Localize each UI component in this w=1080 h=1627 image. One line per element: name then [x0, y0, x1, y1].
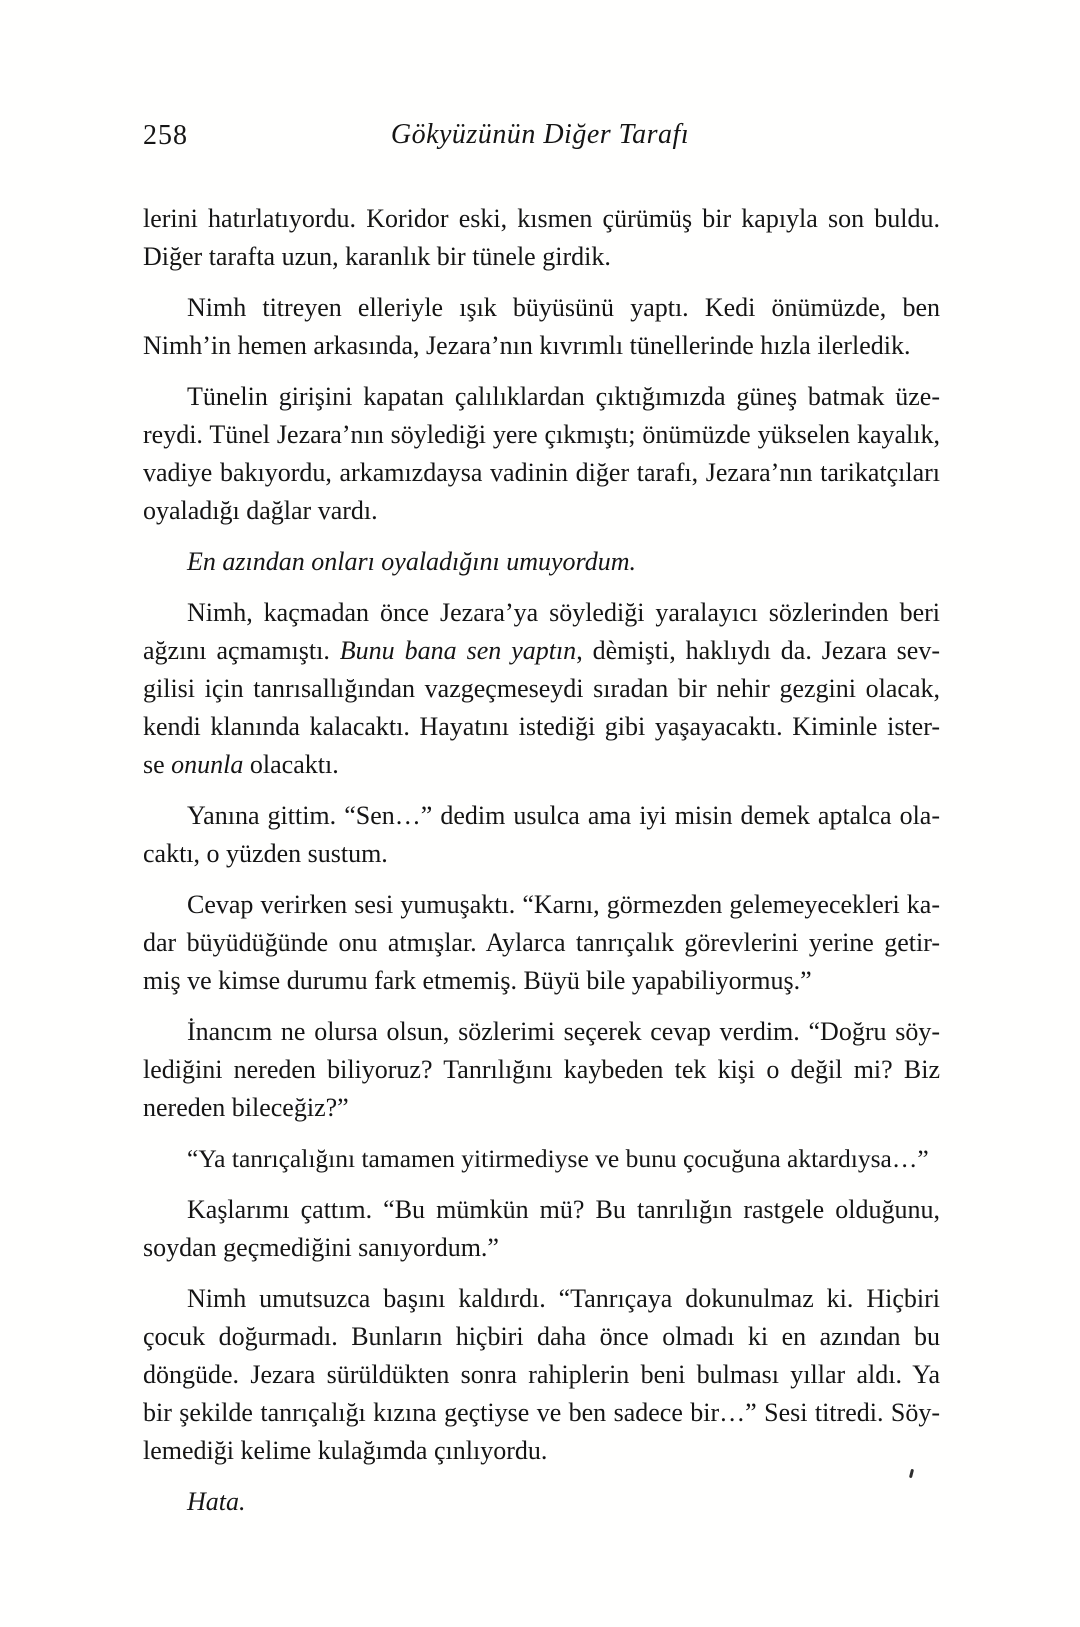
- text-run: lemediği kelime kulağımda çınlıyordu.: [143, 1436, 548, 1465]
- text-line: [143, 1280, 940, 1318]
- text-line: [143, 200, 940, 238]
- text-line: [143, 543, 940, 581]
- text-run: Bunu bana sen yaptın: [339, 636, 577, 665]
- text-line: [143, 492, 940, 530]
- paragraph: [143, 1191, 940, 1267]
- text-run: Nimh, kaçmadan önce Jezara’ya söylediği yaralayıcı sözlerinden beri: [187, 598, 940, 627]
- text-line: [143, 886, 940, 924]
- text-line: [143, 1356, 940, 1394]
- text-line: [143, 594, 940, 632]
- paragraph: [143, 378, 940, 530]
- paragraph: [143, 594, 940, 784]
- text-run: nereden bileceğiz?”: [143, 1093, 349, 1122]
- text-run: Diğer tarafta uzun, karanlık bir tünele girdik.: [143, 242, 611, 271]
- text-line: [143, 708, 940, 746]
- text-run: Tünelin girişini kapatan çalılıklardan çıktığımızda güneş batmak üze-: [187, 382, 940, 411]
- text-run: çocuk doğurmadı. Bunların hiçbiri daha önce olmadı ki en azından bu: [143, 1322, 940, 1351]
- text-run: lerini hatırlatıyordu. Koridor eski, kısmen çürümüş bir kapıyla son buldu.: [143, 204, 940, 233]
- text-line: [143, 1051, 940, 1089]
- text-run: kendi klanında kalacaktı. Hayatını istediği gibi yaşayacaktı. Kiminle ister-: [143, 712, 940, 741]
- text-run: bir şekilde tanrıçalığı kızına geçtiyse ve ben sadece bir…” Sesi titredi. Söy-: [143, 1398, 940, 1427]
- text-line: [143, 632, 940, 670]
- text-line: [143, 289, 940, 327]
- text-line: [143, 327, 940, 365]
- text-line: [143, 670, 940, 708]
- text-line: [143, 1013, 940, 1051]
- text-run: onunla: [171, 750, 244, 779]
- running-title: Gökyüzünün Diğer Tarafı: [390, 119, 690, 150]
- text-run: gilisi için tanrısallığından vazgeçmeseydi sıradan bir nehir gezgini olacak,: [143, 674, 940, 703]
- paragraph: [143, 1013, 940, 1127]
- text-run: ağzını açmamıştı.: [143, 636, 340, 665]
- text-line: [143, 454, 940, 492]
- text-line: [143, 1318, 940, 1356]
- paragraph: [143, 1483, 940, 1521]
- text-run: olacaktı.: [243, 750, 339, 779]
- text-run: Yanına gittim. “Sen…” dedim usulca ama iyi misin demek aptalca ola-: [187, 801, 940, 830]
- text-run: vadiye bakıyordu, arkamızdaysa vadinin diğer tarafı, Jezara’nın tarikatçıları: [143, 458, 940, 487]
- text-run: miş ve kimse durumu fark etmemiş. Büyü bile yapabiliyormuş.”: [143, 966, 812, 995]
- paragraph: [143, 200, 940, 276]
- text-run: Cevap verirken sesi yumuşaktı. “Karnı, görmezden gelemeyecekleri ka-: [187, 890, 940, 919]
- text-run: Nimh titreyen elleriyle ışık büyüsünü yaptı. Kedi önümüzde, ben: [187, 293, 940, 322]
- text-run: reydi. Tünel Jezara’nın söylediği yere çıkmıştı; önümüzde yükselen kayalık,: [143, 420, 940, 449]
- text-line: [143, 1191, 940, 1229]
- text-run: döngüde. Jezara sürüldükten sonra rahiplerin beni bulması yıllar aldı. Ya: [143, 1360, 940, 1389]
- text-run: se: [143, 750, 172, 779]
- text-run: caktı, o yüzden sustum.: [143, 839, 388, 868]
- text-run: İnancım ne olursa olsun, sözlerimi seçerek cevap verdim. “Doğru söy-: [187, 1017, 940, 1046]
- text-line: [143, 1229, 940, 1267]
- text-line: [143, 1432, 940, 1470]
- paragraph: [143, 543, 940, 581]
- text-line: [143, 746, 940, 784]
- text-run: soydan geçmediğini sanıyordum.”: [143, 1233, 499, 1262]
- text-line: [143, 378, 940, 416]
- text-line: [143, 416, 940, 454]
- text-line: [143, 1483, 940, 1521]
- paragraph: [143, 1280, 940, 1470]
- text-run: Kaşlarımı çattım. “Bu mümkün mü? Bu tanrılığın rastgele olduğunu,: [187, 1195, 940, 1224]
- text-run: lediğini nereden biliyoruz? Tanrılığını kaybeden tek kişi o değil mi? Biz: [143, 1055, 940, 1084]
- text-line: [143, 1089, 940, 1127]
- text-run: “Ya tanrıçalığını tamamen yitirmediyse ve bunu çocuğuna aktardıysa…”: [187, 1144, 929, 1173]
- text-run: Hata.: [187, 1487, 246, 1516]
- text-run: Nimh’in hemen arkasında, Jezara’nın kıvrımlı tünellerinde hızla ilerledik.: [143, 331, 911, 360]
- text-run: , dèmişti, haklıydı da. Jezara sev-: [576, 636, 940, 665]
- paragraph: [143, 289, 940, 365]
- text-run: En azından onları oyaladığını umuyordum.: [187, 547, 636, 576]
- text-line: [143, 797, 940, 835]
- paragraph: [143, 1140, 940, 1178]
- paragraph: [143, 886, 940, 1000]
- text-line: [143, 835, 940, 873]
- text-run: Nimh umutsuzca başını kaldırdı. “Tanrıçaya dokunulmaz ki. Hiçbiri: [187, 1284, 940, 1313]
- paragraph: [143, 797, 940, 873]
- text-line: [143, 1394, 940, 1432]
- text-line: [143, 238, 940, 276]
- text-line: [143, 1140, 940, 1178]
- text-line: [143, 924, 940, 962]
- text-line: [143, 962, 940, 1000]
- text-run: dar büyüdüğünde onu atmışlar. Aylarca tanrıçalık görevlerini yerine getir-: [143, 928, 940, 957]
- text-block: [143, 200, 940, 1521]
- text-run: oyaladığı dağlar vardı.: [143, 496, 378, 525]
- page-number: 258: [143, 120, 188, 151]
